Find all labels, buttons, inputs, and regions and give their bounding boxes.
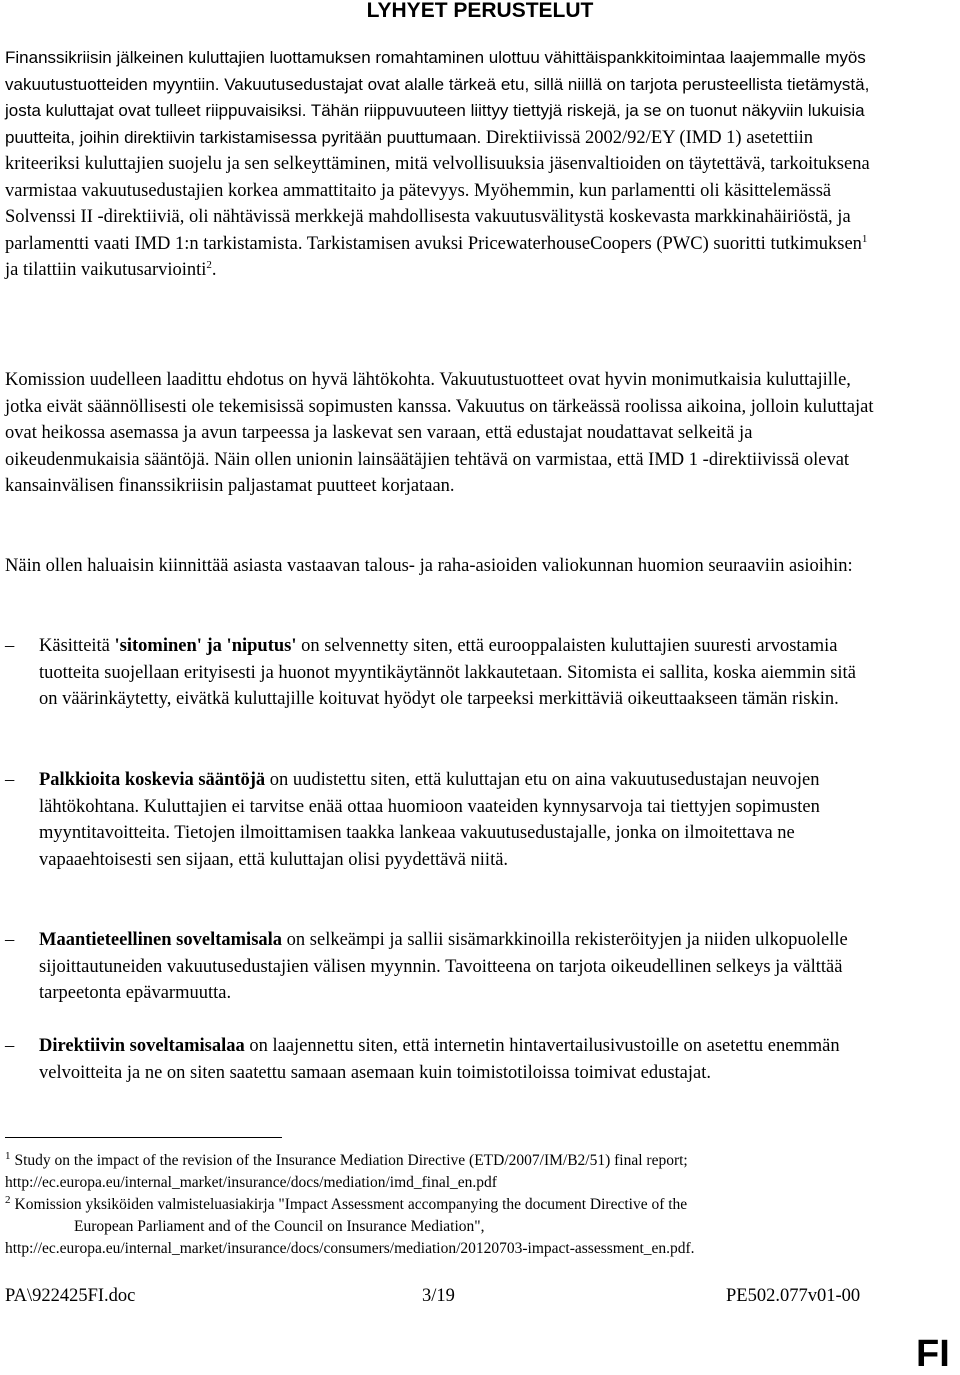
section-heading: LYHYET PERUSTELUT bbox=[366, 0, 594, 22]
list-item bbox=[5, 767, 875, 873]
footnote-text: Study on the impact of the revision of the Insurance Mediation Directive (ETD/2007/IM/B2/51) final report; bbox=[14, 1152, 688, 1169]
footnote-2 bbox=[5, 1194, 905, 1260]
footnote-text: European Parliament and of the Council on Insurance Mediation", bbox=[74, 1218, 485, 1235]
footnote-number: 2 bbox=[5, 1193, 11, 1206]
list-item-text bbox=[39, 767, 875, 873]
dash-bullet: – bbox=[5, 770, 15, 790]
list-item-text bbox=[39, 927, 875, 1007]
footnote-ref-2[interactable]: 2 bbox=[206, 258, 212, 271]
footer-page-number: 3/19 bbox=[422, 1286, 455, 1306]
list-item-keyword: Palkkioita koskevia sääntöjä bbox=[39, 770, 266, 790]
paragraph-run: Direktiivissä 2002/92/EY (IMD 1) asetettiin kriteeriksi kuluttajien suojelu ja sen selkeyttäminen, mitä velvollisuuksia jäsenvaltioiden on täytettävä, tarkoituksena varmistaa vakuutusedustajien korkea ammattitaito ja pätevyys. Myöhemmin, kun parlamentti oli käsittelemässä Solvenssi II -direktiiviä, oli nähtävissä merkkejä mahdollisesta vakuutusvälitystä koskevasta markkinahäiriöstä, ja parlamentti vaati IMD 1:n tarkistamista. Tarkistamisen avuksi PricewaterhouseCoopers (PWC) suoritti tutkimuksen bbox=[5, 127, 870, 254]
paragraph-run: ja tilattiin vaikutusarviointi bbox=[5, 260, 207, 280]
dash-bullet: – bbox=[5, 636, 15, 656]
list-item-text bbox=[39, 1033, 875, 1086]
footer-reference: PE502.077v01-00 bbox=[726, 1286, 861, 1306]
list-item-keyword: 'sitominen' ja 'niputus' bbox=[114, 636, 297, 656]
paragraph-run: . bbox=[211, 260, 217, 280]
dash-bullet: – bbox=[5, 930, 15, 950]
footnote-link[interactable]: http://ec.europa.eu/internal_market/insurance/docs/mediation/imd_final_en.pdf bbox=[5, 1174, 497, 1191]
paragraph-run-sans: Finanssikriisin jälkeinen kuluttajien luottamuksen romahtaminen ulottuu vähittäispankkitoimintaa laajemmalle myös vakuutustuotteiden myyntiin. Vakuutusedustajat ovat alalle tärkeä etu, sillä niillä on tarjota perusteellista tietämystä, josta kuluttajat ovat tulleet riippuvaisiksi. Tähän riippuvuuteen liittyy tiettyjä riskejä, ja se on tuonut näkyviin lukuisia puutteita, joihin direktiivin tarkistamisessa pyritään puuttumaan. bbox=[5, 48, 870, 147]
footnote-1 bbox=[5, 1150, 905, 1194]
footer-doc-id: PA\922425FI.doc bbox=[5, 1286, 136, 1306]
list-item-body: on selvennetty siten, että eurooppalaisten kuluttajien suuresti arvostamia tuotteita suojellaan erityisesti ja huonot myyntikäytännöt lakkautetaan. Sitomista ei sallita, koska aiemmin sitä on väärinkäytetty, eivätkä kuluttajille koituvat hyödyt ole tarpeeksi merkittäviä oikeuttaakseen tämän riskin. bbox=[39, 636, 856, 709]
footnote-ref-1[interactable]: 1 bbox=[861, 232, 868, 245]
paragraph-background bbox=[5, 45, 875, 284]
list-item-pre: Käsitteitä bbox=[39, 636, 115, 656]
footnote-link[interactable]: http://ec.europa.eu/internal_market/insurance/docs/consumers/mediation/20120703-impact-assessment_en.pdf. bbox=[5, 1240, 695, 1257]
footnote-separator bbox=[5, 1137, 282, 1138]
list-item bbox=[5, 633, 875, 713]
list-item-body: on uudistettu siten, että kuluttajan etu on aina vakuutusedustajan neuvojen lähtökohtana. Kuluttajien ei tarvitse enää ottaa huomioon vaateiden kynnysarvoja tai tiettyjen sopimusten myyntitavoitteita. Tietojen ilmoittamisen taakka lankeaa vakuutusedustajalle, jonka on ilmoitettava ne vapaaehtoisesti sen sijaan, että kuluttajan olisi pyydettävä niitä. bbox=[39, 770, 820, 870]
list-item bbox=[5, 927, 875, 1007]
language-code: FI bbox=[916, 1333, 950, 1375]
list-item bbox=[5, 1033, 875, 1086]
dash-bullet: – bbox=[5, 1036, 15, 1056]
list-item-text bbox=[39, 633, 875, 713]
paragraph-intro-list: Näin ollen haluaisin kiinnittää asiasta vastaavan talous- ja raha-asioiden valiokunnan huomion seuraaviin asioihin: bbox=[5, 556, 853, 576]
footnote-number: 1 bbox=[5, 1149, 11, 1162]
footnote-text: Komission yksiköiden valmisteluasiakirja "Impact Assessment accompanying the document Directive of the bbox=[14, 1196, 688, 1213]
list-item-body: on laajennettu siten, että internetin hintavertailusivustoille on asetettu enemmän velvoitteita ja ne on siten saatettu samaan asemaan kuin toimistotiloissa toimivat edustajat. bbox=[39, 1036, 840, 1083]
list-item-keyword: Direktiivin soveltamisalaa bbox=[39, 1036, 245, 1056]
list-item-keyword: Maantieteellinen soveltamisala bbox=[39, 930, 283, 950]
list-item-body: on selkeämpi ja sallii sisämarkkinoilla rekisteröityjen ja niiden ulkopuolelle sijoittautuneiden vakuutusedustajien välisen myynnin. Tavoitteena on tarjota oikeudellinen selkeys ja välttää tarpeetonta epävarmuutta. bbox=[39, 930, 848, 1003]
paragraph-assessment: Komission uudelleen laadittu ehdotus on hyvä lähtökohta. Vakuutustuotteet ovat hyvin monimutkaisia kuluttajille, jotka eivät säännöllisesti ole tekemisissä sopimusten kanssa. Vakuutus on tärkeässä roolissa aikoina, jolloin kuluttajat ovat heikossa asemassa ja avun tarpeessa ja laskevat sen varaan, että edustajat noudattavat selkeitä ja oikeudenmukaisia sääntöjä. Näin ollen unionin lainsäätäjien tehtävä on varmistaa, että IMD 1 -direktiivissä olevat kansainvälisen finanssikriisin paljastamat puutteet korjataan. bbox=[5, 370, 874, 496]
